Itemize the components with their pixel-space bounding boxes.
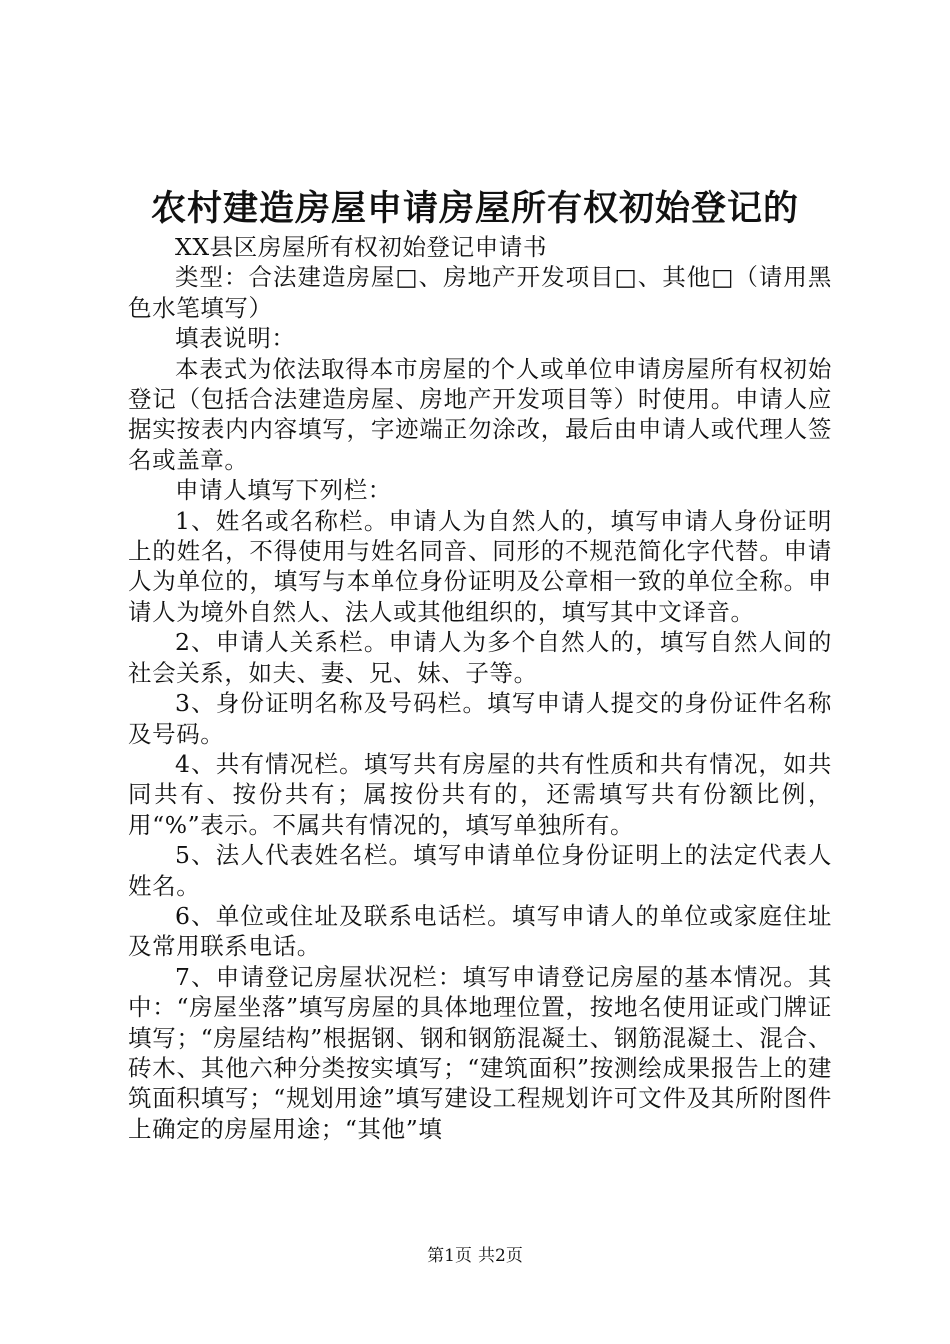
- applicant-section-heading: 申请人填写下列栏：: [175, 476, 392, 505]
- page-total: 共2页: [478, 1246, 523, 1266]
- item-1-name-field: 1、姓名或名称栏。申请人为自然人的，填写申请人身份证明上的姓名，不得使用与姓名同音、同形的不规范简化字代替。申请人为单位的，填写与本单位身份证明及公章相一致的单位全称。申请人为境外自然人、法人或其他组织的，填写其中文译音。: [128, 506, 832, 626]
- form-type-line: 类型：合法建造房屋□、房地产开发项目□、其他□（请用黑色水笔填写）: [128, 263, 832, 322]
- form-name: XX县区房屋所有权初始登记申请书: [175, 233, 548, 261]
- item-7-property-status-field: 7、申请登记房屋状况栏：填写申请登记房屋的基本情况。其中：“房屋坐落”填写房屋的具体地理位置，按地名使用证或门牌证填写；“房屋结构”根据钢、钢和钢筋混凝土、钢筋混凝土、混合、砖木、其他六种分类按实填写；“建筑面积”按测绘成果报告上的建筑面积填写；“规划用途”填写建设工程规划许可文件及其所附图件上确定的房屋用途；“其他”填: [128, 962, 832, 1143]
- item-2-relation-field: 2、申请人关系栏。申请人为多个自然人的，填写自然人间的社会关系，如夫、妻、兄、妹、子等。: [128, 628, 832, 687]
- item-3-id-field: 3、身份证明名称及号码栏。填写申请人提交的身份证件名称及号码。: [128, 689, 832, 748]
- page-title: 农村建造房屋申请房屋所有权初始登记的: [150, 189, 799, 229]
- page-number: 第1页: [427, 1246, 472, 1266]
- page-footer: [0, 1245, 950, 1267]
- item-5-legal-rep-field: 5、法人代表姓名栏。填写申请单位身份证明上的法定代表人姓名。: [128, 841, 832, 900]
- instructions-paragraph: 本表式为依法取得本市房屋的个人或单位申请房屋所有权初始登记（包括合法建造房屋、房地产开发项目等）时使用。申请人应据实按表内内容填写，字迹端正勿涂改，最后由申请人或代理人签名或盖章。: [128, 354, 832, 474]
- instructions-heading: 填表说明：: [175, 324, 296, 353]
- document-body: [128, 232, 832, 1144]
- item-6-address-phone-field: 6、单位或住址及联系电话栏。填写申请人的单位或家庭住址及常用联系电话。: [128, 901, 832, 961]
- item-4-co-ownership-field: 4、共有情况栏。填写共有房屋的共有性质和共有情况，如共同共有、按份共有；属按份共有的，还需填写共有份额比例，用“%”表示。不属共有情况的，填写单独所有。: [128, 749, 832, 839]
